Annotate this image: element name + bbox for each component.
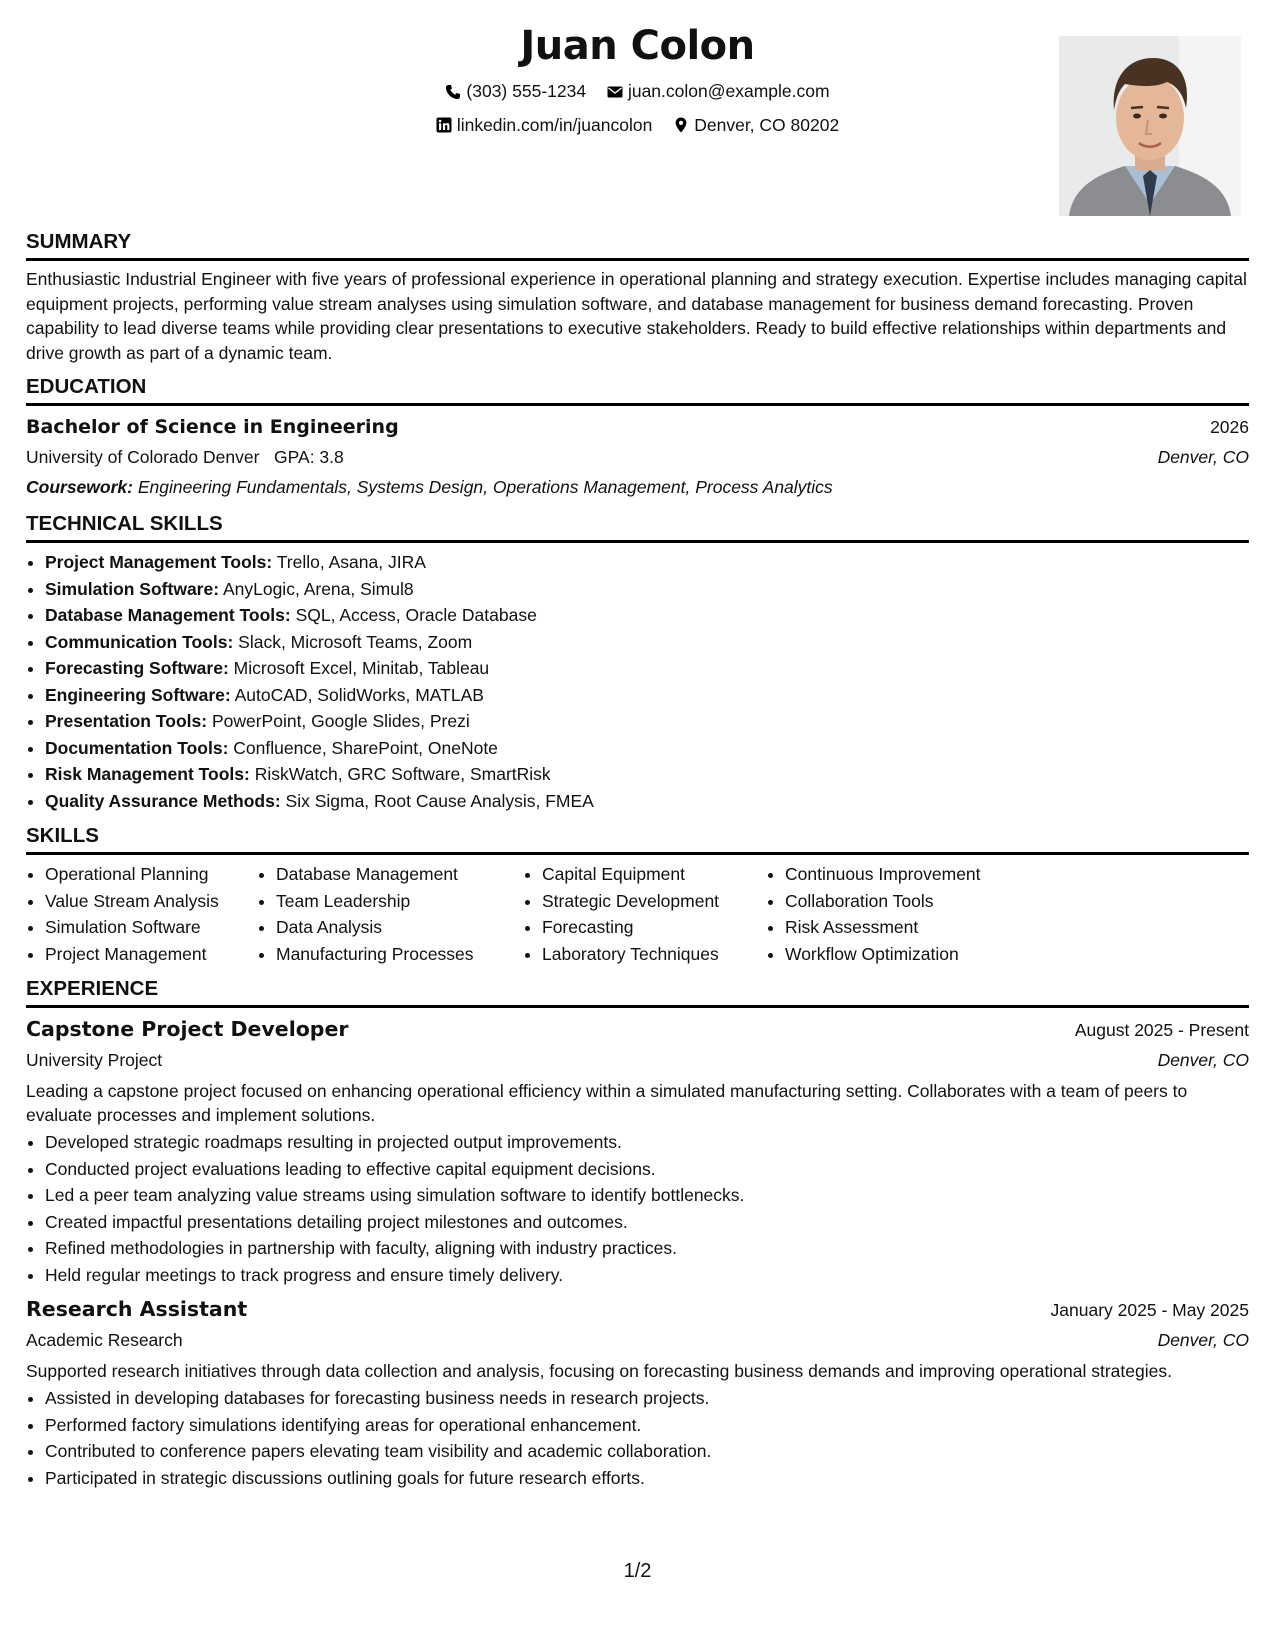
list-item: • Engineering Software: AutoCAD, SolidWorks, MATLAB <box>45 682 1249 709</box>
job-entry-1 <box>26 1014 1249 1288</box>
job-dates: August 2025 - Present <box>1074 1020 1249 1040</box>
candidate-name: Juan Colon <box>520 23 755 69</box>
list-item: • Documentation Tools: Confluence, SharePoint, OneNote <box>45 735 1249 762</box>
profile-photo <box>1059 36 1241 216</box>
list-item: • Workflow Optimization <box>785 941 1045 968</box>
school-location: Denver, CO <box>1157 447 1249 467</box>
list-item: • Data Analysis <box>276 914 523 941</box>
list-item: • Simulation Software: AnyLogic, Arena, Simul8 <box>45 576 1249 603</box>
list-item: • Participated in strategic discussions outlining goals for future research efforts. <box>45 1465 1249 1492</box>
skills-column-3 <box>523 861 766 967</box>
map-pin-icon <box>673 117 689 133</box>
list-item: • Project Management <box>45 941 257 968</box>
school-name: University of Colorado Denver <box>26 447 260 467</box>
experience-section <box>26 1014 1249 1491</box>
email-contact[interactable] <box>607 76 830 107</box>
job-description: Supported research initiatives through data collection and analysis, focusing on forecasting business demands and improving operational strategies. <box>26 1361 1172 1381</box>
location-contact <box>673 110 839 141</box>
list-item: • Operational Planning <box>45 861 257 888</box>
education-section <box>26 412 1249 502</box>
list-item: • Presentation Tools: PowerPoint, Google Slides, Prezi <box>45 708 1249 735</box>
experience-heading: EXPERIENCE <box>26 977 1249 1008</box>
list-item: • Laboratory Techniques <box>542 941 766 968</box>
summary-text: Enthusiastic Industrial Engineer with five years of professional experience in operational planning and strategy execution. Expertise includes managing capital equipment projects, performing value stream analyses using simulation software, and database management for business demand forecasting. Proven capability to lead diverse teams while providing clear presentations to executive stakeholders. Ready to build effective relationships within departments and drive growth as part of a dynamic team. <box>26 269 1247 363</box>
list-item: • Performed factory simulations identifying areas for operational enhancement. <box>45 1412 1249 1439</box>
job-dates: January 2025 - May 2025 <box>1050 1300 1249 1320</box>
list-item: • Continuous Improvement <box>785 861 1045 888</box>
job-org: Academic Research <box>26 1330 183 1350</box>
technical-skills-section <box>26 549 1249 814</box>
job-role: Capstone Project Developer <box>26 1017 349 1041</box>
list-item: • Capital Equipment <box>542 861 766 888</box>
resume-page <box>26 18 1249 1491</box>
list-item: • Contributed to conference papers elevating team visibility and academic collaboration. <box>45 1438 1249 1465</box>
skills-column-4 <box>766 861 1045 967</box>
list-item: • Simulation Software <box>45 914 257 941</box>
linkedin-icon <box>436 117 452 133</box>
phone-contact <box>445 76 586 107</box>
coursework-list: Engineering Fundamentals, Systems Design, Operations Management, Process Analytics <box>137 477 833 497</box>
list-item: • Risk Management Tools: RiskWatch, GRC Software, SmartRisk <box>45 761 1249 788</box>
list-item: • Project Management Tools: Trello, Asana, JIRA <box>45 549 1249 576</box>
summary-heading: SUMMARY <box>26 230 1249 261</box>
list-item: • Collaboration Tools <box>785 888 1045 915</box>
list-item: • Strategic Development <box>542 888 766 915</box>
gpa: GPA: 3.8 <box>274 447 344 467</box>
skills-section <box>26 861 1249 967</box>
technical-skills-list <box>26 549 1249 814</box>
list-item: • Database Management Tools: SQL, Access, Oracle Database <box>45 602 1249 629</box>
degree-title: Bachelor of Science in Engineering <box>26 416 399 438</box>
skills-heading: SKILLS <box>26 824 1249 855</box>
linkedin-contact[interactable] <box>436 110 653 141</box>
job-role: Research Assistant <box>26 1297 248 1321</box>
summary-section <box>26 267 1249 365</box>
portrait-illustration <box>1059 36 1241 216</box>
list-item: • Team Leadership <box>276 888 523 915</box>
list-item: • Database Management <box>276 861 523 888</box>
phone-number: (303) 555-1234 <box>466 81 587 101</box>
list-item: • Value Stream Analysis <box>45 888 257 915</box>
list-item: • Forecasting <box>542 914 766 941</box>
job-location: Denver, CO <box>1157 1050 1249 1070</box>
education-heading: EDUCATION <box>26 375 1249 406</box>
job-bullets <box>26 1385 1249 1491</box>
list-item: • Manufacturing Processes <box>276 941 523 968</box>
job-location: Denver, CO <box>1157 1330 1249 1350</box>
linkedin-url[interactable]: linkedin.com/in/juancolon <box>456 114 653 135</box>
list-item: • Quality Assurance Methods: Six Sigma, Root Cause Analysis, FMEA <box>45 788 1249 815</box>
graduation-year: 2026 <box>1210 417 1249 437</box>
job-org: University Project <box>26 1050 163 1070</box>
list-item: • Developed strategic roadmaps resulting in projected output improvements. <box>45 1129 1249 1156</box>
skills-column-1 <box>26 861 257 967</box>
list-item: • Communication Tools: Slack, Microsoft Teams, Zoom <box>45 629 1249 656</box>
technical-skills-heading: TECHNICAL SKILLS <box>26 512 1249 543</box>
list-item: • Risk Assessment <box>785 914 1045 941</box>
list-item: • Forecasting Software: Microsoft Excel, Minitab, Tableau <box>45 655 1249 682</box>
list-item: • Assisted in developing databases for forecasting business needs in research projects. <box>45 1385 1249 1412</box>
job-description: Leading a capstone project focused on enhancing operational efficiency within a simulated manufacturing setting. Collaborates with a team of peers to evaluate processes and implement solutions. <box>26 1081 1188 1125</box>
email-address[interactable]: juan.colon@example.com <box>627 81 830 101</box>
list-item: • Conducted project evaluations leading to effective capital equipment decisions. <box>45 1156 1249 1183</box>
job-entry-2 <box>26 1294 1249 1491</box>
phone-icon <box>445 84 461 100</box>
list-item: • Created impactful presentations detailing project milestones and outcomes. <box>45 1209 1249 1236</box>
envelope-icon <box>607 84 623 100</box>
resume-header <box>26 22 1249 220</box>
coursework-label: Coursework: <box>26 477 133 497</box>
job-bullets <box>26 1129 1249 1288</box>
list-item: • Held regular meetings to track progress and ensure timely delivery. <box>45 1262 1249 1289</box>
list-item: • Led a peer team analyzing value streams using simulation software to identify bottlenecks. <box>45 1182 1249 1209</box>
page-number: 1/2 <box>623 1560 652 1582</box>
list-item: • Refined methodologies in partnership with faculty, aligning with industry practices. <box>45 1235 1249 1262</box>
location-text: Denver, CO 80202 <box>694 114 840 135</box>
skills-column-2 <box>257 861 523 967</box>
